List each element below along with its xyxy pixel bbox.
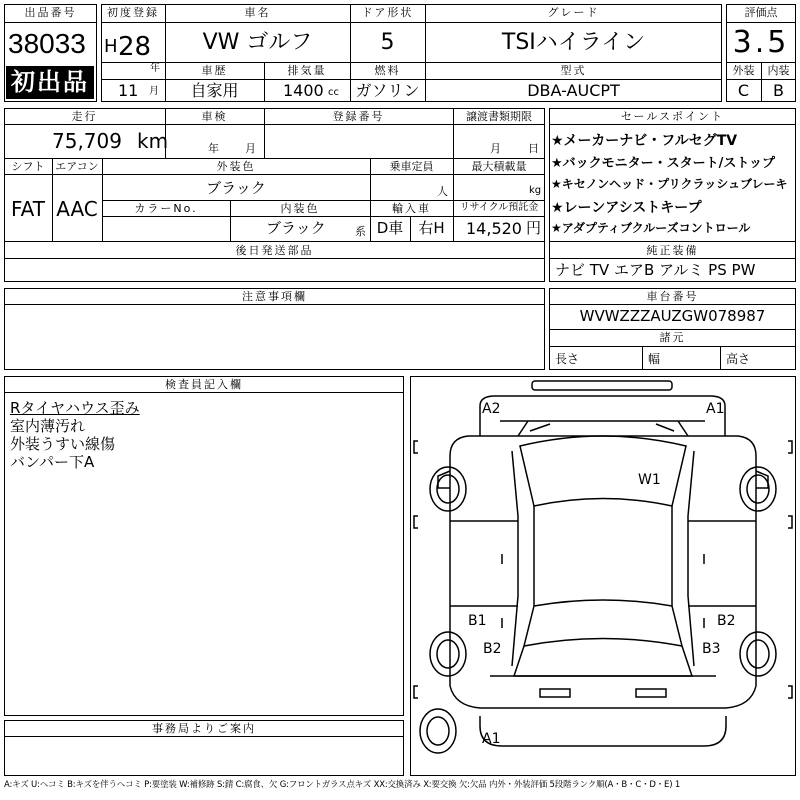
name-label: 車名 [244,6,271,19]
chassis-title: 車台番号 [646,290,699,303]
diagram-label-b3: B3 [702,641,721,657]
recycle-value: 14,520 [466,219,522,238]
displacement-unit: cc [328,87,339,98]
score-value: 3.5 [732,25,790,60]
year-unit: 年 [150,63,160,74]
car-name: VW ゴルフ [202,30,313,55]
recycle-label: リサイクル預託金 [459,202,539,213]
load-label: 最大積載量 [471,160,527,173]
import-value: D車 [376,219,404,237]
inspector-note: 室内薄汚れ [10,417,86,435]
grade-label: グレード [547,6,600,19]
score-label: 評価点 [744,6,778,19]
equipment-title: 純正装備 [646,244,699,257]
sales-point-item: ★キセノンヘッド・プリクラッシュブレーキ [551,177,788,191]
inspector-note: バンパー下A [10,453,95,471]
int-grade: B [773,81,784,100]
reg-label: 初度登録 [107,6,159,19]
lot-number: 38033 [8,28,86,59]
diagram-label-a2: A2 [482,401,501,417]
sales-point-item: ★アダプティブクルーズコントロール [551,221,751,235]
ext-grade: C [737,81,750,100]
mileage-label: 走行 [71,110,98,123]
later-parts-label: 後日発送部品 [235,244,314,257]
int-grade-label: 内装 [767,64,790,77]
diagram-label-b2-right: B2 [717,613,736,629]
transfer-month-unit: 月 [490,142,501,155]
diagram-label-b1: B1 [468,613,487,629]
door-count: 5 [380,30,395,55]
sales-point-item: ★バックモニター・スタート/ストップ [551,156,776,171]
history-value: 自家用 [190,81,239,100]
mileage-value: 75,709 [52,129,122,153]
capacity-unit: 人 [437,185,448,198]
ext-color-value: ブラック [206,179,266,197]
steering-value: 右H [418,219,445,237]
mileage-unit: km [137,129,169,153]
dimensions-title: 諸元 [659,331,686,344]
lot-label: 出品番号 [24,6,77,19]
month-unit: 月 [149,86,159,97]
int-color-label: 内装色 [280,202,320,215]
inspection-year-unit: 年 [208,142,219,155]
ac-label: エアコン [55,160,99,173]
ext-grade-label: 外装 [732,64,755,77]
inspector-note: 外装うすい線傷 [10,435,116,453]
diagram-label-a1-top: A1 [706,401,725,417]
reg-year: 28 [118,32,152,62]
office-title: 事務局よりご案内 [152,722,256,735]
shift-value: FAT [10,197,45,221]
int-color-value: ブラック [266,219,326,237]
model-label: 型式 [560,64,587,77]
diagram-label-a1-bottom: A1 [482,731,501,747]
legend-text: A:キズ U:ヘコミ B:キズを伴うヘコミ P:要塗装 W:補修跡 S:錆 C:腐食、欠 G:フロントガラス点キズ XX:交換済み X:要交換 欠:欠品 内外・外装評価 5段階ランク順(A・B・C・D・E) 1 [4,780,681,790]
sales-points-title: セールスポイント [620,110,724,123]
ac-value: AAC [56,197,98,221]
color-no-label: カラーNo. [134,202,198,215]
displacement-value: 1400 [283,81,324,100]
fuel-label: 燃料 [374,64,401,77]
notes-title: 注意事項欄 [242,290,307,303]
height-label: 高さ [726,352,751,366]
plate-label: 登録番号 [332,110,385,123]
car-diagram [410,376,796,776]
fuel-value: ガソリン [355,81,420,100]
length-label: 長さ [555,352,580,366]
chassis-number: WVWZZZAUZGW078987 [579,307,766,325]
sales-point-item: ★レーンアシストキープ [551,200,702,216]
inspection-label: 車検 [201,110,228,123]
inspector-note: Rタイヤハウス歪み [10,399,140,417]
era-label: H [104,36,118,57]
model-value: DBA-AUCPT [527,81,620,100]
sales-point-item: ★メーカーナビ・フルセグTV [551,133,738,149]
inspection-month-unit: 月 [245,142,256,155]
first-listing-badge: 初出品 [6,66,94,99]
diagram-label-w1: W1 [638,472,661,488]
width-label: 幅 [648,352,661,366]
transfer-label: 譲渡書類期限 [466,110,532,123]
reg-month: 11 [118,81,139,100]
displacement-label: 排気量 [287,64,327,77]
transfer-day-unit: 日 [528,142,539,155]
history-label: 車歴 [201,64,228,77]
capacity-label: 乗車定員 [389,160,434,173]
int-color-suffix: 系 [355,225,366,238]
equipment-value: ナビ TV エアB アルミ PS PW [555,261,756,279]
grade-value: TSIハイライン [501,30,646,55]
ext-color-label: 外装色 [216,160,256,173]
diagram-label-b2-left: B2 [483,641,502,657]
import-label: 輸入車 [392,202,431,215]
shift-label: シフト [11,160,45,173]
door-label: ドア形状 [361,6,414,19]
load-unit: kg [529,185,542,196]
recycle-unit: 円 [526,219,542,237]
inspector-title: 検査員記入欄 [165,378,243,391]
